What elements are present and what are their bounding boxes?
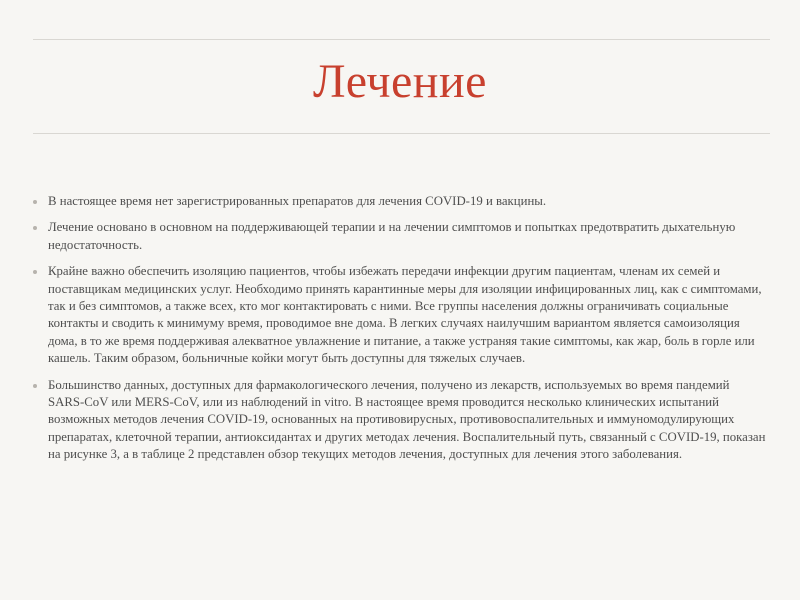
bullet-dot-icon xyxy=(33,270,37,274)
bullet-dot-icon xyxy=(33,200,37,204)
bullet-text: В настоящее время нет зарегистрированных препаратов для лечения COVID-19 и вакцины. xyxy=(48,194,547,208)
bullet-text: Крайне важно обеспечить изоляцию пациентов, чтобы избежать передачи инфекции другим пациентам, членам их семей и поставщикам медицинских услуг. Необходимо принять карантинные меры для изоляции инфицированных лиц, как с симптомами, так и без симптомов, а также всех, кто мог контактировать с ними. Все группы населения должны ограничивать социальные контакты и сводить к минимуму время, проводимое вне дома. В легких случаях наилучшим вариантом является самоизоляция дома, в то же время поддерживая алекватное увлажнение и питание, а также устраняя такие симптомы, как жар, боль в горле или кашель. Таким образом, больничные койки могут быть доступны для тяжелых случаев. xyxy=(48,264,762,366)
bullet-item xyxy=(33,219,768,254)
bullet-item xyxy=(33,377,768,464)
bullet-item xyxy=(33,193,768,210)
bottom-divider xyxy=(33,133,770,134)
bullet-dot-icon xyxy=(33,384,37,388)
bullet-dot-icon xyxy=(33,226,37,230)
bullet-text: Лечение основано в основном на поддерживающей терапии и на лечении симптомов и попытках предотвратить дыхательную недостаточность. xyxy=(48,220,736,252)
bullet-item xyxy=(33,263,768,367)
bullet-list xyxy=(33,193,768,473)
bullet-text: Большинство данных, доступных для фармакологического лечения, получено из лекарств, используемых во время пандемий SARS-CoV или MERS-CoV, или из наблюдений in vitro. В настоящее время проводится несколько клинических испытаний возможных методов лечения COVID-19, основанных на противовирусных, противовоспалительных и иммуномодулирующих препаратах, клеточной терапии, антиоксидантах и других методах лечения. Воспалительный путь, связанный с COVID-19, показан на рисунке 3, а в таблице 2 представлен обзор текущих методов лечения, доступных для лечения этого заболевания. xyxy=(48,377,766,462)
slide-title: Лечение xyxy=(313,55,487,108)
top-divider xyxy=(33,39,770,40)
